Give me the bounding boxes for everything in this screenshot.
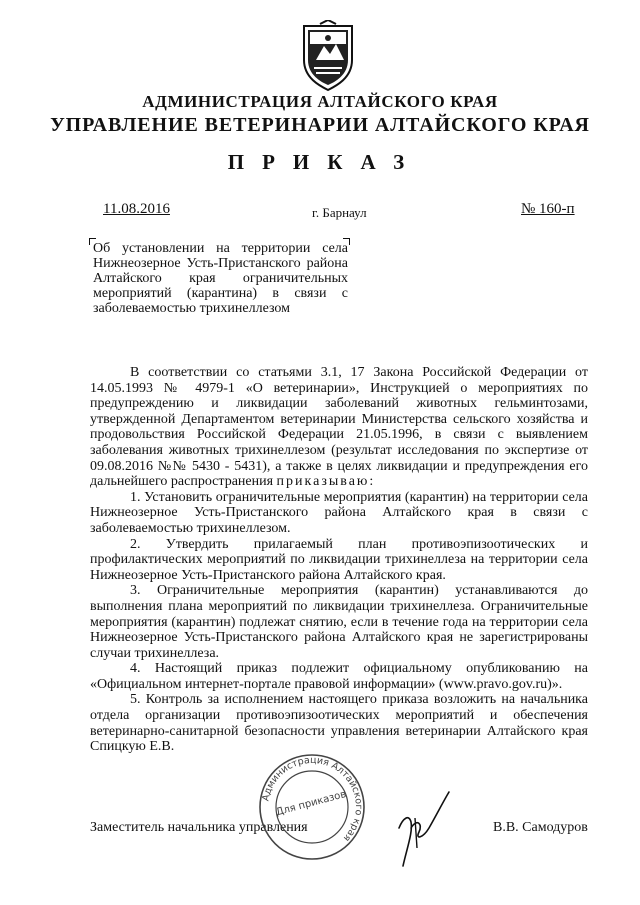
body-item-5: 5. Контроль за исполнением настоящего приказа возложить на начальника отдела организации противоэпизоотических мероприятий и обеспечения ветеринарно-санитарной безопасности управления ветеринарии Алтайского края Спицкую Е.В.: [90, 692, 588, 755]
signatory-name: В.В. Самодуров: [493, 820, 588, 835]
document-city: г. Барнаул: [312, 205, 367, 220]
document-date: 11.08.2016: [103, 201, 170, 217]
body-preamble: [90, 365, 588, 490]
official-stamp: [257, 752, 367, 862]
document-type-title: ПРИКАЗ: [227, 150, 423, 174]
body-item-1: 1. Установить ограничительные мероприятия (карантин) на территории села Нижнеозерное Усть-Пристанского района Алтайского края в связи с заболеваемостью трихинеллезом.: [90, 489, 588, 536]
document-subject: Об установлении на территории села Нижнеозерное Усть-Пристанского района Алтайского края ограничительных мероприятий (карантина) в связи с заболеваемостью трихинеллезом: [93, 241, 348, 316]
document-number: № 160-п: [521, 201, 575, 217]
org-name-line1: АДМИНИСТРАЦИЯ АЛТАЙСКОГО КРАЯ: [142, 92, 498, 111]
order-word: приказываю:: [276, 474, 376, 490]
body-item-3: 3. Ограничительные мероприятия (карантин) устанавливаются до выполнения плана мероприятий по ликвидации трихинеллеза. Ограничительные мероприятия (карантин) подлежат снятию, если в течение года на территории села Нижнеозерное Усть-Пристанского района Алтайского края не зарегистрированы случаи трихинеллеза.: [90, 583, 588, 661]
handwritten-signature: [393, 788, 453, 873]
document-body: [90, 365, 588, 755]
body-item-2: 2. Утвердить прилагаемый план противоэпизоотических и профилактических мероприятий по ликвидации трихинеллеза на территории села Нижнеозерное Усть-Пристанского района Алтайского края.: [90, 536, 588, 583]
signatory-position: Заместитель начальника управления: [90, 820, 308, 835]
coat-of-arms-icon: [296, 20, 360, 92]
preamble-text: В соответствии со статьями 3.1, 17 Закона Российской Федерации от 14.05.1993 № 4979-1 «О ветеринарии», Инструкцией о мероприятиях по предупреждению и ликвидации заболеваний животных гельминтозами, утвержденной Департаментом ветеринарии Министерства сельского хозяйства и продовольствия Российской Федерации 21.05.1996, в связи с выявлением заболевания животных трихинеллезом (результат исследования по экспертизе от 09.08.2016 №№ 5430 - 5431), а также в целях ликвидации и предупреждения его дальнейшего распространения: [90, 365, 588, 490]
org-name-line2: УПРАВЛЕНИЕ ВЕТЕРИНАРИИ АЛТАЙСКОГО КРАЯ: [50, 114, 590, 136]
stamp-outer-text: Администрация Алтайского края: [260, 754, 365, 844]
body-item-4: 4. Настоящий приказ подлежит официальному опубликованию на «Официальном интернет-портале правовой информации» (www.pravo.gov.ru)».: [90, 661, 588, 692]
stamp-center-text: Для приказов: [274, 788, 348, 819]
